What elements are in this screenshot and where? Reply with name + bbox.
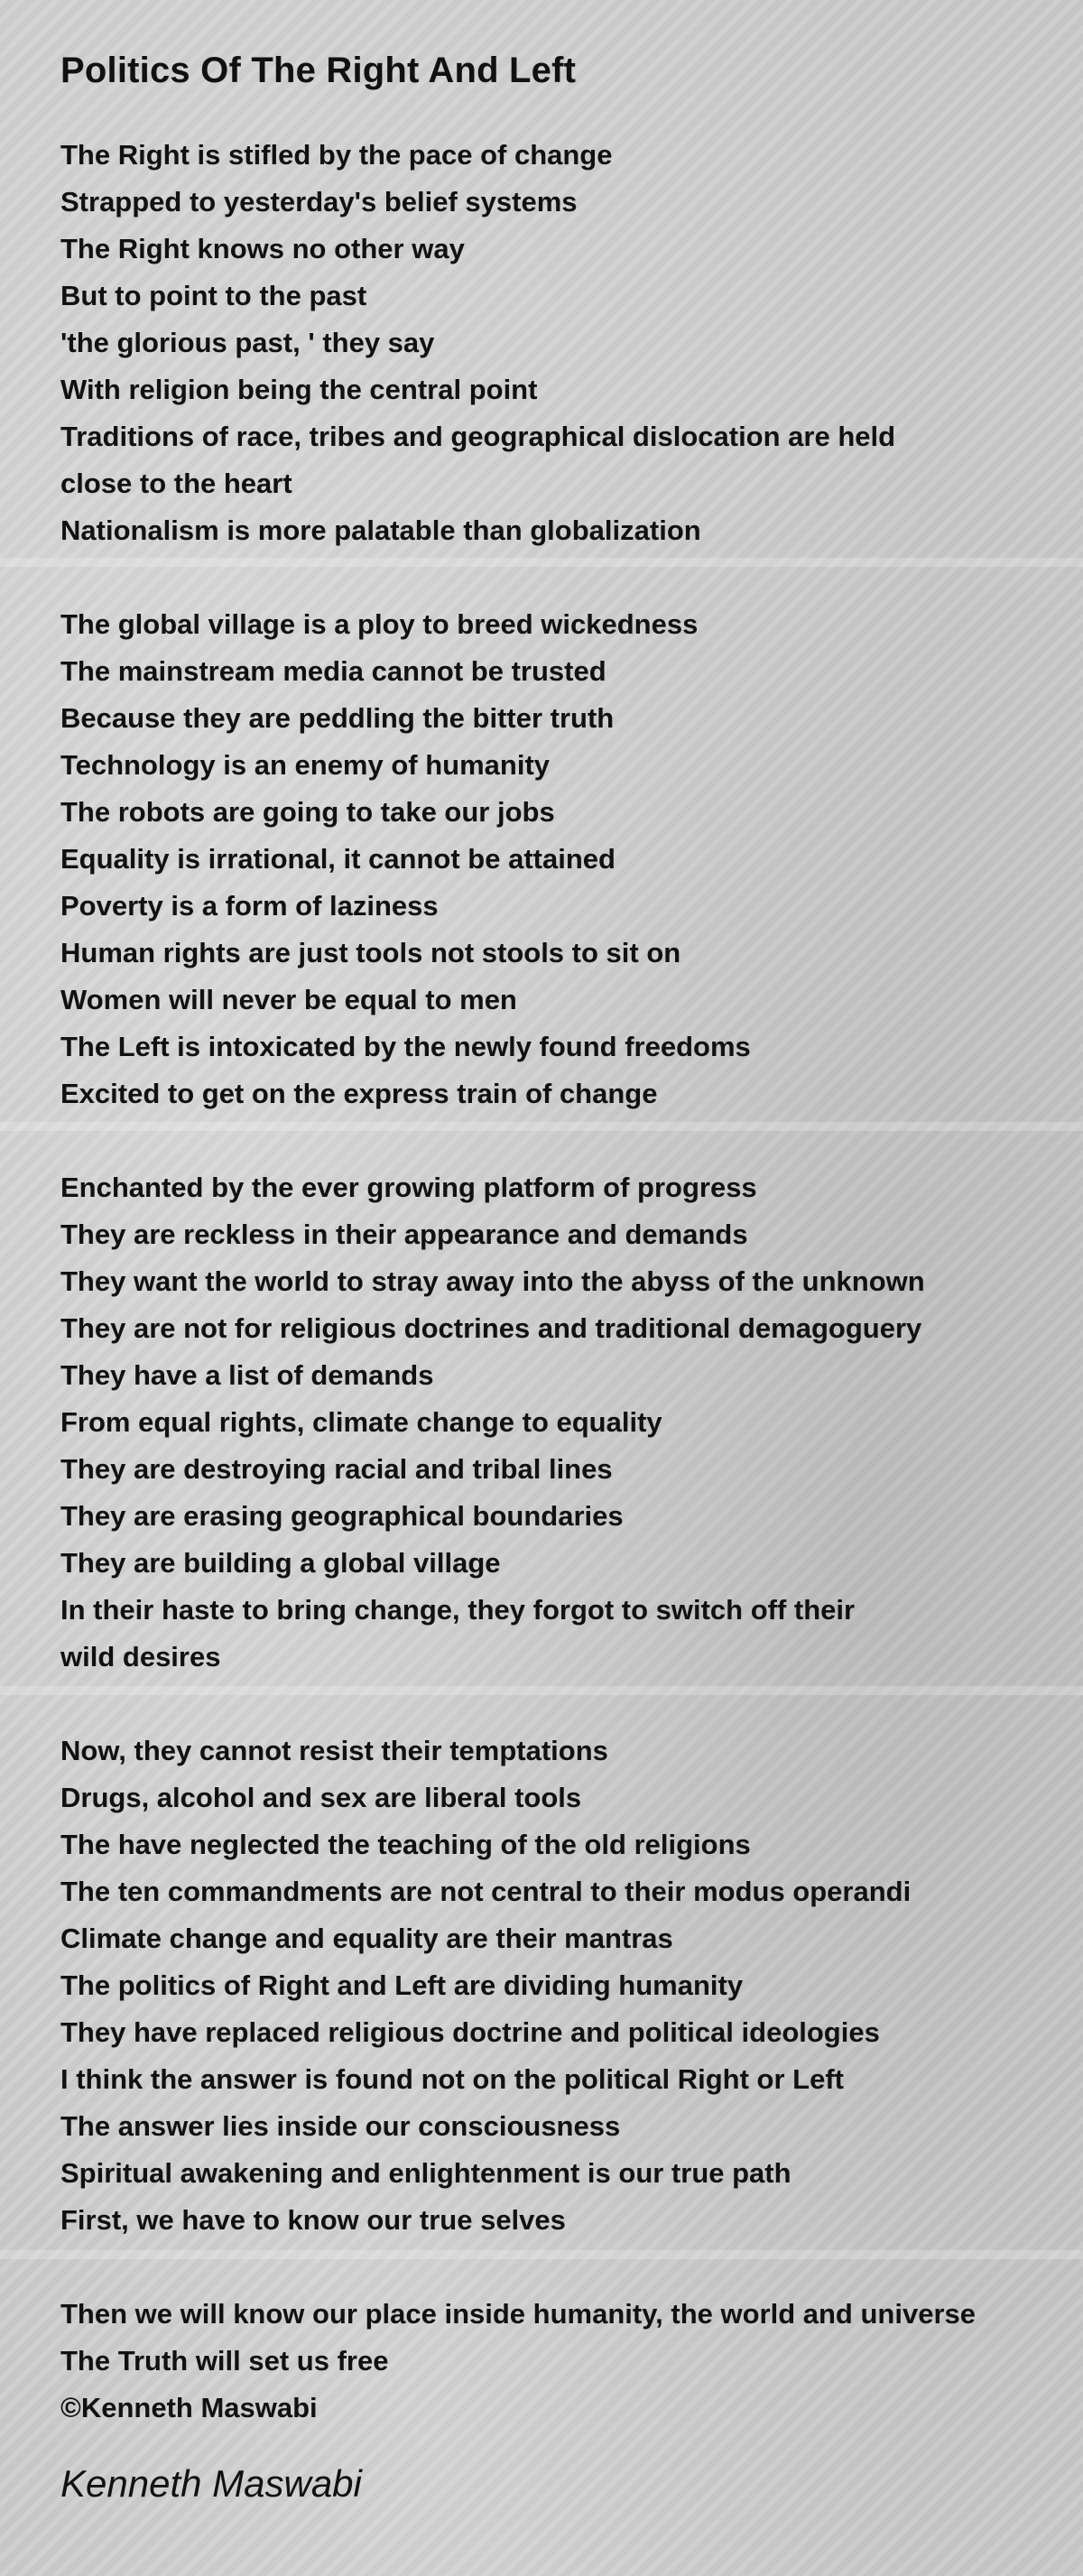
poem-line: The have neglected the teaching of the old religions bbox=[60, 1829, 751, 1860]
poem-line: Women will never be equal to men bbox=[60, 984, 517, 1015]
poem-line: Traditions of race, tribes and geographical dislocation are held bbox=[60, 421, 896, 452]
poem-line: The global village is a ploy to breed wickedness bbox=[60, 608, 699, 640]
poem-line: 'the glorious past, ' they say bbox=[60, 327, 435, 358]
poem-line: Spiritual awakening and enlightenment is our true path bbox=[60, 2157, 791, 2189]
poem-line: Then we will know our place inside humanity, the world and universe bbox=[60, 2298, 976, 2330]
poem-line: They are reckless in their appearance and demands bbox=[60, 1219, 748, 1250]
poem-line: Excited to get on the express train of change bbox=[60, 1078, 658, 1109]
stanza-5 bbox=[60, 2291, 1065, 2432]
copyright-line: ©Kenneth Maswabi bbox=[60, 2392, 318, 2423]
poem-line: The mainstream media cannot be trusted bbox=[60, 655, 606, 687]
author-signature: Kenneth Maswabi bbox=[60, 2462, 362, 2505]
stanza-3 bbox=[60, 1164, 1065, 1681]
poem-line: Drugs, alcohol and sex are liberal tools bbox=[60, 1782, 582, 1813]
poem-line: They are erasing geographical boundaries bbox=[60, 1500, 624, 1532]
stanza-4 bbox=[60, 1728, 1065, 2244]
poem-line: Technology is an enemy of humanity bbox=[60, 749, 551, 781]
poem-line: They have replaced religious doctrine and political ideologies bbox=[60, 2016, 880, 2048]
poem-line: With religion being the central point bbox=[60, 374, 538, 405]
poem-line: They want the world to stray away into the abyss of the unknown bbox=[60, 1265, 925, 1297]
poem-line: I think the answer is found not on the political Right or Left bbox=[60, 2063, 844, 2095]
stanza-2 bbox=[60, 601, 1065, 1117]
poem-line: The answer lies inside our consciousness bbox=[60, 2110, 621, 2142]
poem-line: Human rights are just tools not stools to sit on bbox=[60, 937, 681, 968]
poem-line: Enchanted by the ever growing platform of progress bbox=[60, 1172, 757, 1203]
poem-line: Equality is irrational, it cannot be attained bbox=[60, 843, 616, 875]
poem-line: The Right is stifled by the pace of change bbox=[60, 139, 613, 171]
poem-line: The Right knows no other way bbox=[60, 233, 465, 264]
poem-line: The ten commandments are not central to their modus operandi bbox=[60, 1876, 912, 1907]
poem-line: They are building a global village bbox=[60, 1547, 501, 1579]
poem-line: They are not for religious doctrines and traditional demagoguery bbox=[60, 1312, 922, 1344]
poem-line: They have a list of demands bbox=[60, 1359, 434, 1391]
poem-title: Politics Of The Right And Left bbox=[60, 51, 577, 90]
poem-line: The Left is intoxicated by the newly found freedoms bbox=[60, 1031, 751, 1062]
poem-line: wild desires bbox=[60, 1641, 221, 1673]
stanza-1 bbox=[60, 132, 1065, 554]
poem-line: The Truth will set us free bbox=[60, 2345, 389, 2377]
poem-line: But to point to the past bbox=[60, 280, 367, 311]
poem-line: Because they are peddling the bitter truth bbox=[60, 702, 615, 734]
poem-line: They are destroying racial and tribal lines bbox=[60, 1453, 613, 1485]
poem-line: In their haste to bring change, they forgot to switch off their bbox=[60, 1594, 856, 1626]
poem-line: From equal rights, climate change to equality bbox=[60, 1406, 662, 1438]
poem-line: Nationalism is more palatable than globalization bbox=[60, 514, 701, 546]
poem-line: First, we have to know our true selves bbox=[60, 2204, 566, 2236]
poem-line: Strapped to yesterday's belief systems bbox=[60, 186, 578, 218]
poem-card bbox=[60, 43, 1065, 2511]
poem-line: Now, they cannot resist their temptations bbox=[60, 1735, 608, 1766]
poem-line: The politics of Right and Left are dividing humanity bbox=[60, 1969, 744, 2001]
poem-line: close to the heart bbox=[60, 468, 292, 499]
poem-line: Poverty is a form of laziness bbox=[60, 890, 439, 922]
poem-line: The robots are going to take our jobs bbox=[60, 796, 555, 828]
poem-line: Climate change and equality are their mantras bbox=[60, 1923, 673, 1954]
